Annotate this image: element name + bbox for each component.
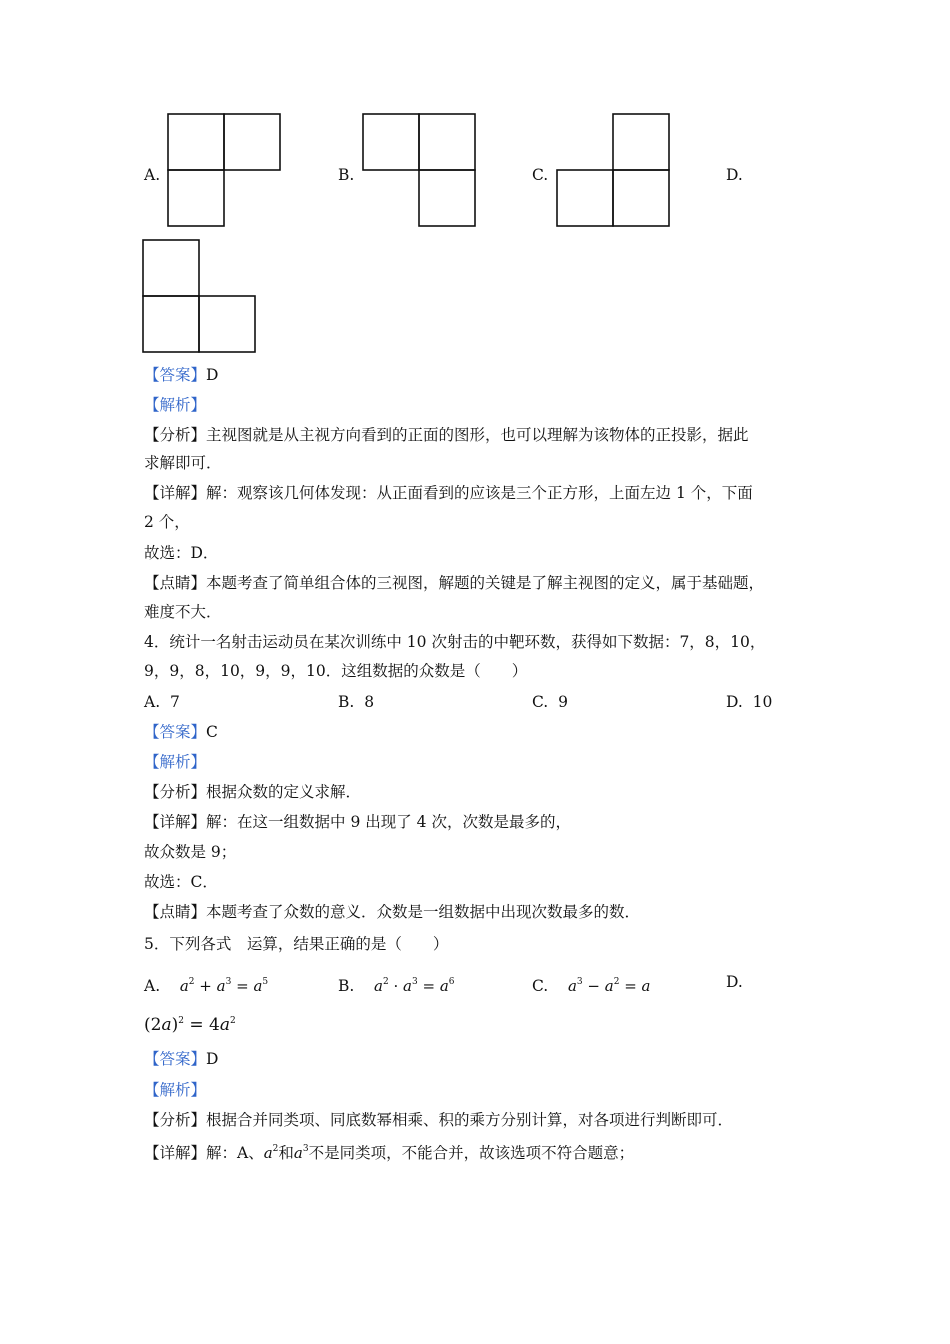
detail-text: 不是同类项，不能合并，故该选项不符合题意； [308, 1144, 635, 1162]
equals: = [619, 977, 642, 995]
term-base: a [179, 977, 189, 995]
q3-fenxi-2: 求解即可． [144, 454, 222, 472]
option-value: 8 [364, 693, 375, 711]
fenxi-tag: 【分析】 [144, 1111, 207, 1129]
q5-stem: 5．下列各式 运算，结果正确的是（ ） [144, 935, 449, 953]
answer-tag: 【答案】 [144, 366, 207, 384]
term-base: a [161, 1015, 172, 1035]
option-value: 7 [169, 693, 180, 711]
fenxi-text: 主视图就是从主视方向看到的正面的图形，也可以理解为该物体的正投影，据此 [206, 426, 749, 444]
term-base: a [604, 977, 614, 995]
comment-tag: 【点睛】 [144, 574, 207, 592]
answer-value: C [206, 723, 218, 741]
q4-option-b [338, 692, 374, 712]
option-expression [374, 977, 454, 995]
q4-detail-1 [144, 812, 571, 832]
q3-option-a-label: A. [144, 166, 161, 184]
q4-stem-1: 4．统计一名射击运动员在某次训练中 10 次射击的中靶环数，获得如下数据：7，8，10， [144, 633, 766, 651]
term-exponent: 3 [412, 977, 418, 987]
q3-option-b-label: B. [338, 166, 355, 184]
fenxi-tag: 【分析】 [144, 783, 207, 801]
option-label: B. [338, 693, 355, 711]
q3-comment-1 [144, 573, 764, 593]
detail-tag: 【详解】 [144, 813, 207, 831]
comment-tag: 【点睛】 [144, 903, 207, 921]
term-exponent: 2 [272, 1144, 279, 1154]
term-exponent: 3 [576, 977, 583, 987]
equals: = [231, 977, 254, 995]
q4-comment-1 [144, 902, 640, 922]
answer-value: D [206, 366, 219, 384]
paren-open: (2 [144, 1015, 162, 1035]
term-exponent: 2 [229, 1016, 236, 1026]
detail-tag: 【详解】 [144, 1144, 207, 1162]
operator: + [194, 977, 217, 995]
detail-text: 解：A、 [206, 1144, 264, 1162]
comment-text: 本题考查了简单组合体的三视图，解题的关键是了解主视图的定义，属于基础题， [206, 574, 765, 592]
option-expression [144, 1015, 236, 1035]
answer-tag: 【答案】 [144, 723, 207, 741]
term-exponent: 2 [188, 977, 195, 987]
q3-option-a-figure [167, 113, 283, 229]
fenxi-text: 根据合并同类项、同底数幂相乘、积的乘方分别计算，对各项进行判断即可． [206, 1111, 734, 1129]
q5-fenxi-1 [144, 1110, 733, 1130]
q5-option-b [338, 972, 455, 996]
detail-text: 和 [278, 1144, 294, 1162]
q5-detail-1 [144, 1139, 634, 1163]
option-expression [568, 977, 651, 995]
equals: = 4 [183, 1015, 220, 1035]
answer-tag: 【答案】 [144, 1050, 207, 1068]
q3-option-b-figure [362, 113, 478, 229]
detail-text: 解：观察该几何体发现：从正面看到的应该是三个正方形，上面左边 1 个，下面 [206, 484, 753, 502]
option-value: 10 [752, 693, 773, 711]
term-exponent: 2 [383, 977, 389, 987]
term-base: a [253, 977, 263, 995]
q4-analysis-tag: 【解析】 [144, 753, 207, 771]
term-base: a [641, 977, 651, 995]
q5-answer [144, 1049, 218, 1069]
term-base: a [216, 977, 226, 995]
q5-option-d-expression [144, 1011, 236, 1035]
q3-option-d-label: D. [726, 166, 743, 184]
q4-option-a [144, 692, 180, 712]
q3-comment-2: 难度不大． [144, 603, 222, 621]
fenxi-text: 根据众数的定义求解． [206, 783, 362, 801]
q5-option-c [532, 972, 651, 996]
term-base: a [567, 977, 577, 995]
fenxi-tag: 【分析】 [144, 426, 207, 444]
comment-text: 本题考查了众数的意义．众数是一组数据中出现次数最多的数． [206, 903, 641, 921]
detail-text: 解：在这一组数据中 9 出现了 4 次，次数是最多的， [206, 813, 571, 831]
option-value: 9 [558, 693, 568, 711]
term-base: a [263, 1144, 273, 1162]
q3-option-c-figure [556, 113, 672, 229]
paren-close: ) [171, 1015, 179, 1035]
q3-option-c-label: C. [532, 166, 549, 184]
operator: · [388, 977, 404, 995]
q3-detail-2: 2 个， [144, 513, 190, 531]
term-base: a [403, 977, 412, 995]
detail-tag: 【详解】 [144, 484, 207, 502]
option-label: C. [532, 977, 549, 995]
q4-stem-2: 9，9，8，10，9，9，10．这组数据的众数是（ ） [144, 662, 528, 680]
q5-option-d-label: D. [726, 973, 743, 991]
q5-analysis-tag: 【解析】 [144, 1081, 207, 1099]
term-base: a [374, 977, 383, 995]
q3-option-d-figure [142, 239, 258, 355]
q4-option-c [532, 692, 568, 712]
q3-answer [144, 365, 218, 385]
option-label: B. [338, 977, 355, 995]
q4-option-d [726, 692, 772, 712]
q5-option-a [144, 972, 268, 996]
equals: = [417, 977, 440, 995]
option-label: C. [532, 693, 549, 711]
q4-answer [144, 722, 218, 742]
q4-detail-2: 故众数是 9； [144, 843, 237, 861]
term-exponent: 2 [613, 977, 620, 987]
option-label: D. [726, 693, 743, 711]
option-label: A. [144, 977, 161, 995]
q3-detail-1 [144, 483, 753, 503]
term-base: a [219, 1015, 230, 1035]
option-label: A. [144, 693, 161, 711]
term-exponent: 5 [262, 977, 269, 987]
term-exponent: 3 [225, 977, 232, 987]
term-exponent: 2 [178, 1016, 184, 1026]
q4-choose: 故选：C． [144, 873, 218, 891]
term-exponent: 6 [448, 977, 455, 987]
q4-fenxi-1 [144, 782, 361, 802]
q3-analysis-tag: 【解析】 [144, 396, 207, 414]
term-exponent: 3 [302, 1144, 309, 1154]
term-base: a [293, 1144, 303, 1162]
answer-value: D [206, 1050, 219, 1068]
option-expression [180, 977, 268, 995]
term-base: a [439, 977, 449, 995]
q3-choose: 故选：D． [144, 544, 219, 562]
q3-fenxi-1 [144, 425, 749, 445]
operator: − [582, 977, 605, 995]
